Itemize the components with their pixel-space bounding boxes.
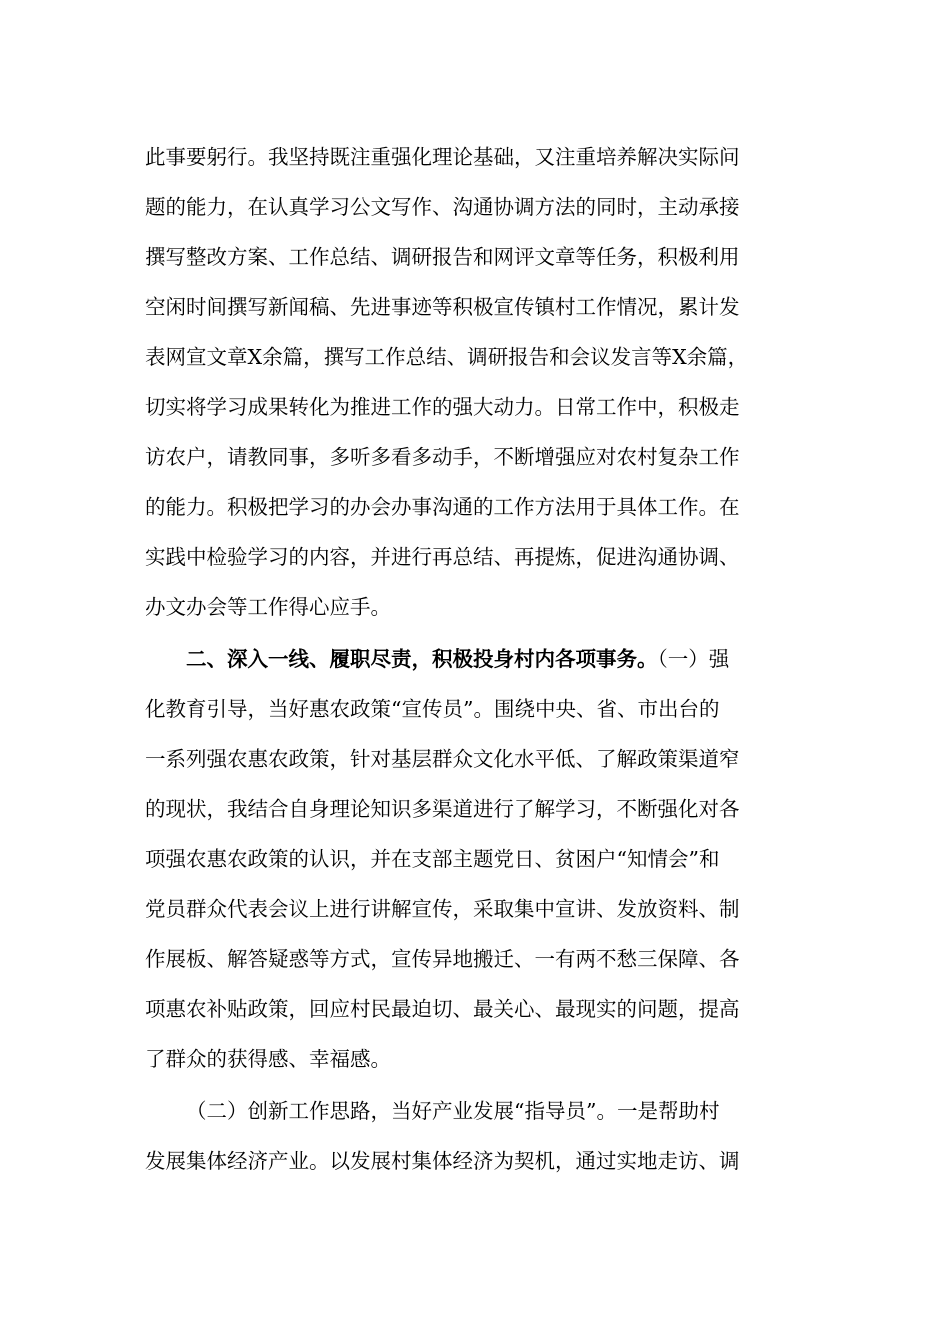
text-line: 实践中检验学习的内容，并进行再总结、再提炼，促进沟通协调、 [145,545,740,569]
section-heading: 二、深入一线、履职尽责，积极投身村内各项事务。 [186,647,658,671]
text-line: 办文办会等工作得心应手。 [145,595,391,619]
text-line: 此事要躬行。我坚持既注重强化理论基础，又注重培养解决实际问 [145,145,740,169]
heading-line [145,634,813,684]
document-body [145,132,813,1186]
text-line: 空闲时间撰写新闻稿、先进事迹等积极宣传镇村工作情况，累计发 [145,295,740,319]
text-line: 党员群众代表会议上进行讲解宣传，采取集中宣讲、发放资料、制 [145,897,740,921]
paragraph-1 [145,132,813,632]
text-line: 项强农惠农政策的认识，并在支部主题党日、贫困户“知情会”和 [145,847,720,871]
paragraph-3 [145,1086,813,1186]
heading-line-rest: （一）强 [657,647,730,671]
text-line: 了群众的获得感、幸福感。 [145,1047,391,1071]
text-line: 作展板、解答疑惑等方式，宣传异地搬迁、一有两不愁三保障、各 [145,947,740,971]
text-line: 撰写整改方案、工作总结、调研报告和网评文章等任务，积极利用 [145,245,740,269]
text-line: 表网宣文章X余篇，撰写工作总结、调研报告和会议发言等X余篇， [145,345,749,369]
paragraph-2 [145,634,813,1084]
text-line: 一系列强农惠农政策，针对基层群众文化水平低、了解政策渠道窄 [145,747,740,771]
text-line: 访农户，请教同事，多听多看多动手，不断增强应对农村复杂工作 [145,445,740,469]
text-line: 发展集体经济产业。以发展村集体经济为契机，通过实地走访、调 [145,1149,740,1173]
text-line: 化教育引导，当好惠农政策“宣传员”。围绕中央、省、市出台的 [145,697,720,721]
text-line: 的现状，我结合自身理论知识多渠道进行了解学习，不断强化对各 [145,797,740,821]
text-line: 题的能力，在认真学习公文写作、沟通协调方法的同时，主动承接 [145,195,740,219]
text-line: 的能力。积极把学习的办会办事沟通的工作方法用于具体工作。在 [145,495,740,519]
text-line: 项惠农补贴政策，回应村民最迫切、最关心、最现实的问题，提高 [145,997,740,1021]
text-line: 切实将学习成果转化为推进工作的强大动力。日常工作中，积极走 [145,395,740,419]
text-line: （二）创新工作思路，当好产业发展“指导员”。一是帮助村 [186,1099,720,1123]
